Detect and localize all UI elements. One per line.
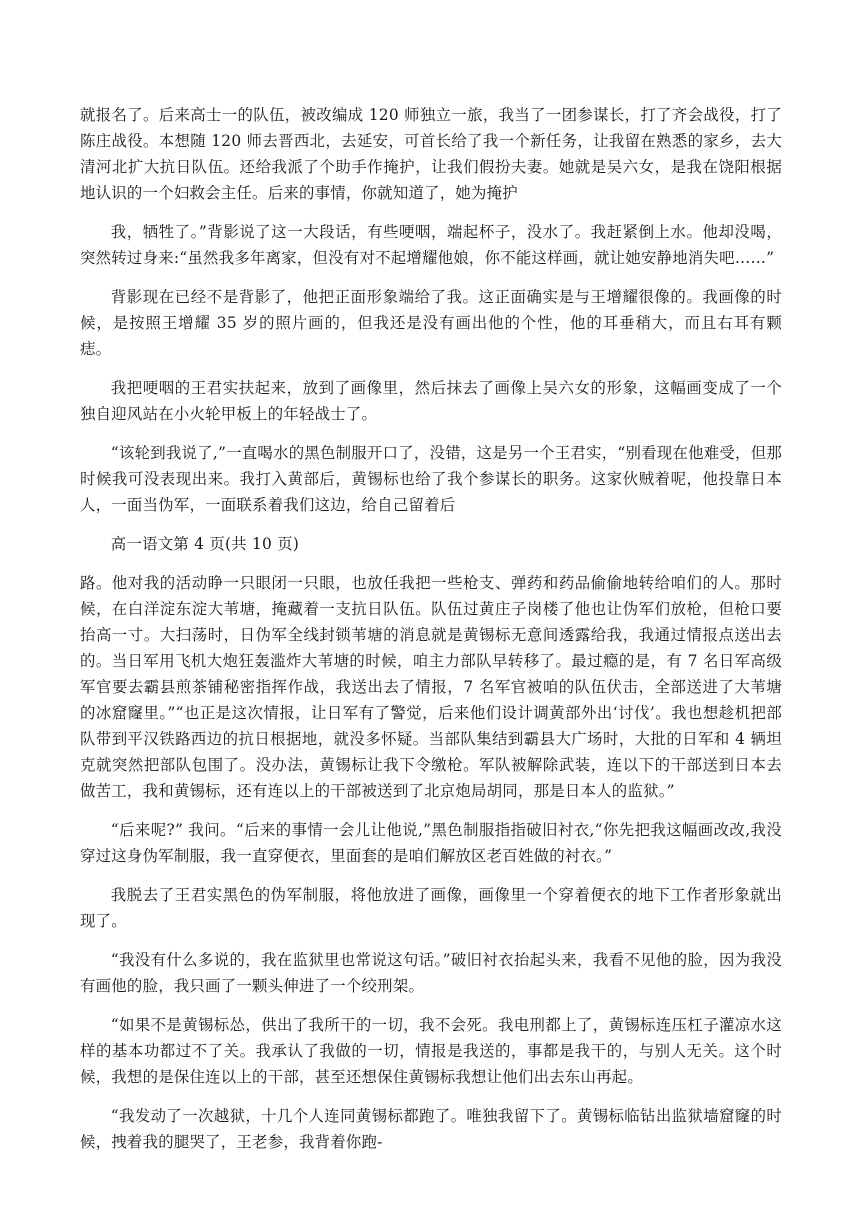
- paragraph-6: 路。他对我的活动睁一只眼闭一只眼，也放任我把一些枪支、弹药和药品偷偷地转给咱们的人。那时候，在白洋淀东淀大苇塘，掩藏着一支抗日队伍。队伍过黄庄子岗楼了他也让伪军们放枪，但枪口要抬高一寸。大扫荡时，日伪军全线封锁苇塘的消息就是黄锡标无意间透露给我，我通过情报点送出去的。当日军用飞机大炮狂轰滥炸大苇塘的时候，咱主力部队早转移了。最过瘾的是，有 7 名日军高级军官要去霸县煎茶铺秘密指挥作战，我送出去了情报，7 名军官被咱的队伍伏击，全部送进了大苇塘的冰窟窿里。”“也正是这次情报，让日军有了警觉，后来他们设计调黄部外出‘讨伐’。我也想趁机把部队带到平汉铁路西边的抗日根据地，就没多怀疑。当部队集结到霸县大广场时，大批的日军和 4 辆坦克就突然把部队包围了。没办法，黄锡标让我下令缴枪。军队被解除武装，连以下的干部送到日本去做苦工，我和黄锡标，还有连以上的干部被送到了北京炮局胡同，那是日本人的监狱。”: [80, 574, 782, 800]
- paragraph-9: “我没有什么多说的，我在监狱里也常说这句话。”破旧衬衣抬起头来，我看不见他的脸，因为我没有画他的脸，我只画了一颗头伸进了一个绞刑架。: [80, 951, 782, 995]
- page-footer: 高一语文第 4 页(共 10 页): [110, 535, 300, 553]
- paragraph-8: 我脱去了王君实黑色的伪军制服，将他放进了画像，画像里一个穿着便衣的地下工作者形象就出现了。: [80, 886, 782, 930]
- paragraph-1: 就报名了。后来高士一的队伍，被改编成 120 师独立一旅，我当了一团参谋长，打了齐会战役，打了陈庄战役。本想随 120 师去晋西北，去延安，可首长给了我一个新任务，让我留在熟悉的家乡，去大清河北扩大抗日队伍。还给我派了个助手作掩护，让我们假扮夫妻。她就是吴六女，是我在饶阳根据地认识的一个妇救会主任。后来的事情，你就知道了，她为掩护: [80, 106, 782, 202]
- paragraph-2: 我，牺牲了。”背影说了这一大段话，有些哽咽，端起杯子，没水了。我赶紧倒上水。他却没喝，突然转过身来:“虽然我多年离家，但没有对不起增耀他娘，你不能这样画，就让她安静地消失吧……”: [80, 223, 782, 267]
- paragraph-10: “如果不是黄锡标怂，供出了我所干的一切，我不会死。我电刑都上了，黄锡标连压杠子灌凉水这样的基本功都过不了关。我承认了我做的一切，情报是我送的，事都是我干的，与别人无关。这个时候，我想的是保住连以上的干部，甚至还想保住黄锡标我想让他们出去东山再起。: [80, 1016, 782, 1086]
- paragraph-5: “该轮到我说了,”一直喝水的黑色制服开口了，没错，这是另一个王君实，“别看现在他难受，但那时候我可没表现出来。我打入黄部后，黄锡标也给了我个参谋长的职务。这家伙贼着呢，他投靠日本人，一面当伪军，一面联系着我们这边，给自己留着后: [80, 444, 782, 514]
- paragraph-4: 我把哽咽的王君实扶起来，放到了画像里，然后抹去了画像上吴六女的形象，这幅画变成了一个独自迎风站在小火轮甲板上的年轻战士了。: [80, 379, 782, 423]
- paragraph-11: “我发动了一次越狱，十几个人连同黄锡标都跑了。唯独我留下了。黄锡标临钻出监狱墙窟窿的时候，拽着我的腿哭了，王老参，我背着你跑-: [80, 1107, 782, 1151]
- paragraph-7: “后来呢?” 我问。“后来的事情一会儿让他说,”黑色制服指指破旧衬衣,“你先把我这幅画改改,我没穿过这身伪军制服，我一直穿便衣，里面套的是咱们解放区老百姓做的衬衣。”: [80, 821, 782, 865]
- paragraph-3: 背影现在已经不是背影了，他把正面形象端给了我。这正面确实是与王增耀很像的。我画像的时候，是按照王增耀 35 岁的照片画的，但我还是没有画出他的个性，他的耳垂稍大，而且右耳有颗痣。: [80, 288, 782, 358]
